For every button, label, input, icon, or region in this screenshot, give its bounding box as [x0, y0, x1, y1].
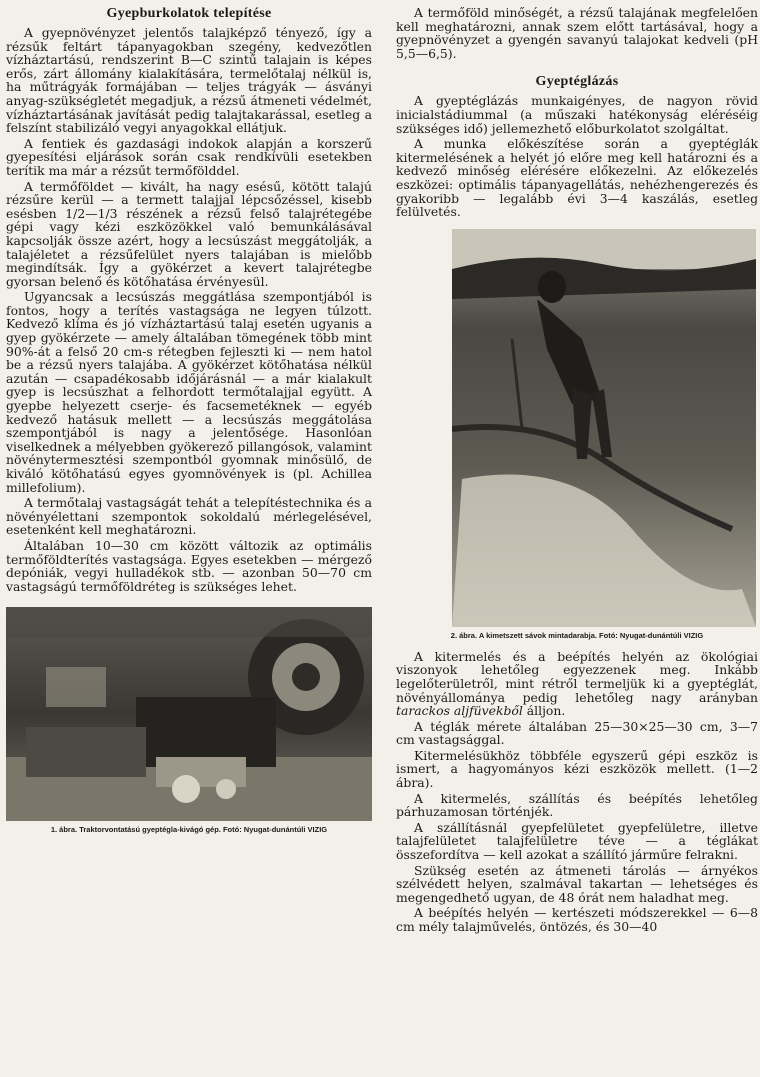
right-column — [396, 6, 758, 934]
figure-1-caption: 1. ábra. Traktorvontatású gyeptégla-kivágó gép. Fotó: Nyugat-dunántúli VIZIG — [50, 825, 328, 835]
paragraph: A termőtalaj vastagságát tehát a telepítéstechnika és a növényélettani szempontok sokoldalú mérlegelésével, esetenként kell meghatározni. — [6, 495, 372, 538]
figure-2-caption: 2. ábra. A kimetszett sávok mintadarabja. Fotó: Nyugat-dunántúli VIZIG — [450, 630, 704, 640]
paragraph: A fentiek és gazdasági indokok alapján a korszerű gyepesítési eljárások során csak rendkívüli esetekben terítik ma már a rézsűt termőfölddel. — [6, 135, 372, 178]
paragraph-text: álljon. — [522, 703, 566, 719]
paragraph: Szükség esetén az átmeneti tárolás — árnyékos szélvédett helyen, szalmával takartan — lehetséges és megengedhető ugyan, de 48 órát nem haladhat meg. — [396, 862, 758, 905]
paragraph: A szállításnál gyepfelületet gyepfelületre, illetve talajfelületet talajfelületre téve — a téglákat összefordítva — kell azokat a szállító járműre felrakni. — [396, 819, 758, 863]
paragraph: A beépítés helyén — kertészeti módszerekkel — 6—8 cm mély talajművelés, öntözés, és 30—40 — [396, 905, 758, 934]
section-title-sod-laying: Gyeptéglázás — [535, 74, 619, 90]
paragraph: A kitermelés, szállítás és beépítés lehetőleg párhuzamosan történjék. — [396, 790, 758, 820]
paragraph — [396, 650, 758, 718]
paragraph: A gyepnövényzet jelentős talajképző tényező, így a rézsűk feltárt tápanyagokban szegény, kedvezőtlen vízháztartású, rendszerint B—C szintű talajain is képes erős, zárt állomány kialakítására, termelőtalaj nélkül is, ha műtrágyák formájában — teljes trágyák — ásványi anyag-szükségletét megadjuk, a rézsű átmeneti védelmét, vízháztartásának javítását pedig talajtakarással, esetleg a felszínt stabilizáló vegyi anyagokkal ellátjuk. — [6, 25, 372, 136]
paragraph: Ugyancsak a lecsúszás meggátlása szempontjából is fontos, hogy a terítés vastagsága ne legyen túlzott. Kedvező klíma és jó vízháztartású talaj esetén ugyanis a gyep gyökérzete — amely általában tömegének több mint 90%-át a felső 20 cm-s rétegben fejleszti ki — nem hatol be a rézsű nyers talajába. A gyökérzet kötőhatása nélkül azután — csapadékosabb időjárásnál — a már kialakult gyep is lecsúszhat a felhordott termőtalajjal együtt. A gyepbe helyezett cserje- és facsemetéknek — egyéb kedvező hatásuk mellett — a lecsúszás meggátolása szempontjából is nagy a jelentősége. Hasonlóan viselkednek a mélyebben gyökerező pillangósok, valamint növénytermesztési szempontból gyomnak minősülő, de kiváló kötőhatású egyes gyomnövények is (pl. Achillea millefolium). — [6, 289, 372, 495]
paragraph-text: A kitermelés és a beépítés helyén az ökológiai viszonyok lehetőleg egyezzenek meg. Inkább legelőterületről, mint rétről termeljük ki a gyeptéglát, növényállománya pedig lehetőleg nagy arányban — [396, 648, 758, 705]
photo-cut-strip-sample — [452, 229, 756, 627]
left-column — [6, 6, 372, 834]
section-title-installation: Gyepburkolatok telepítése — [106, 6, 272, 21]
paragraph: A gyeptéglázás munkaigényes, de nagyon rövid inicialstádiummal (a műszaki hatékonyság eléréséig szükséges idő) jellemezhető előburkolatot szolgáltat. — [396, 93, 758, 136]
paragraph: Kitermelésükhöz többféle egyszerű gépi eszköz is ismert, a hagyományos kézi eszközök mellett. (1—2 ábra). — [396, 747, 758, 791]
photo-tractor-sod-cutter — [6, 607, 372, 821]
paragraph: Általában 10—30 cm között változik az optimális termőföldterítés vastagsága. Egyes esetekben — mérgező depóniák, vegyi hulladékok stb. — azonban 50—70 cm vastagságú termőföldréteg is szükséges lehet. — [6, 537, 372, 594]
paragraph: A téglák mérete általában 25—30×25—30 cm, 3—7 cm vastagsággal. — [396, 718, 758, 748]
tractor-photo-image — [6, 607, 372, 821]
paragraph: A munka előkészítése során a gyeptéglák kitermelésének a helyét jó előre meg kell határozni és a kedvező minőség elérésére előkezelni. Az előkezelés eszközei: optimális tápanyagellátás, nehézhengerezés és gyakoribb — legalább évi 3—4 kaszálás, esetleg felülvetés. — [396, 136, 758, 220]
paragraph: A termőföldet — kivált, ha nagy esésű, kötött talajú rézsűre kerül — a termett talajjal lépcsőzéssel, kisebb esésben 1/2—1/3 részének a rézsű felső talajrétegébe gépi vagy kézi eszközökkel való bemunkálásával kapcsolják össze azért, hogy a lecsúszást meggátolják, a talajéletet a rézsűfelület nyers talajában is mielőbb megindítsák. Így a gyökérzet a kevert talajrétegbe gyorsan belenő és kötőhatása érvényesül. — [6, 178, 372, 289]
paragraph: A termőföld minőségét, a rézsű talajának megfelelően kell meghatározni, annak szem előtt tartásával, hogy a gyepnövényzet a gyengén savanyú talajokat kedveli (pH 5,5—6,5). — [396, 5, 758, 61]
field-photo-image — [452, 229, 756, 627]
emphasized-term: tarackos aljfüvekből — [396, 703, 523, 719]
